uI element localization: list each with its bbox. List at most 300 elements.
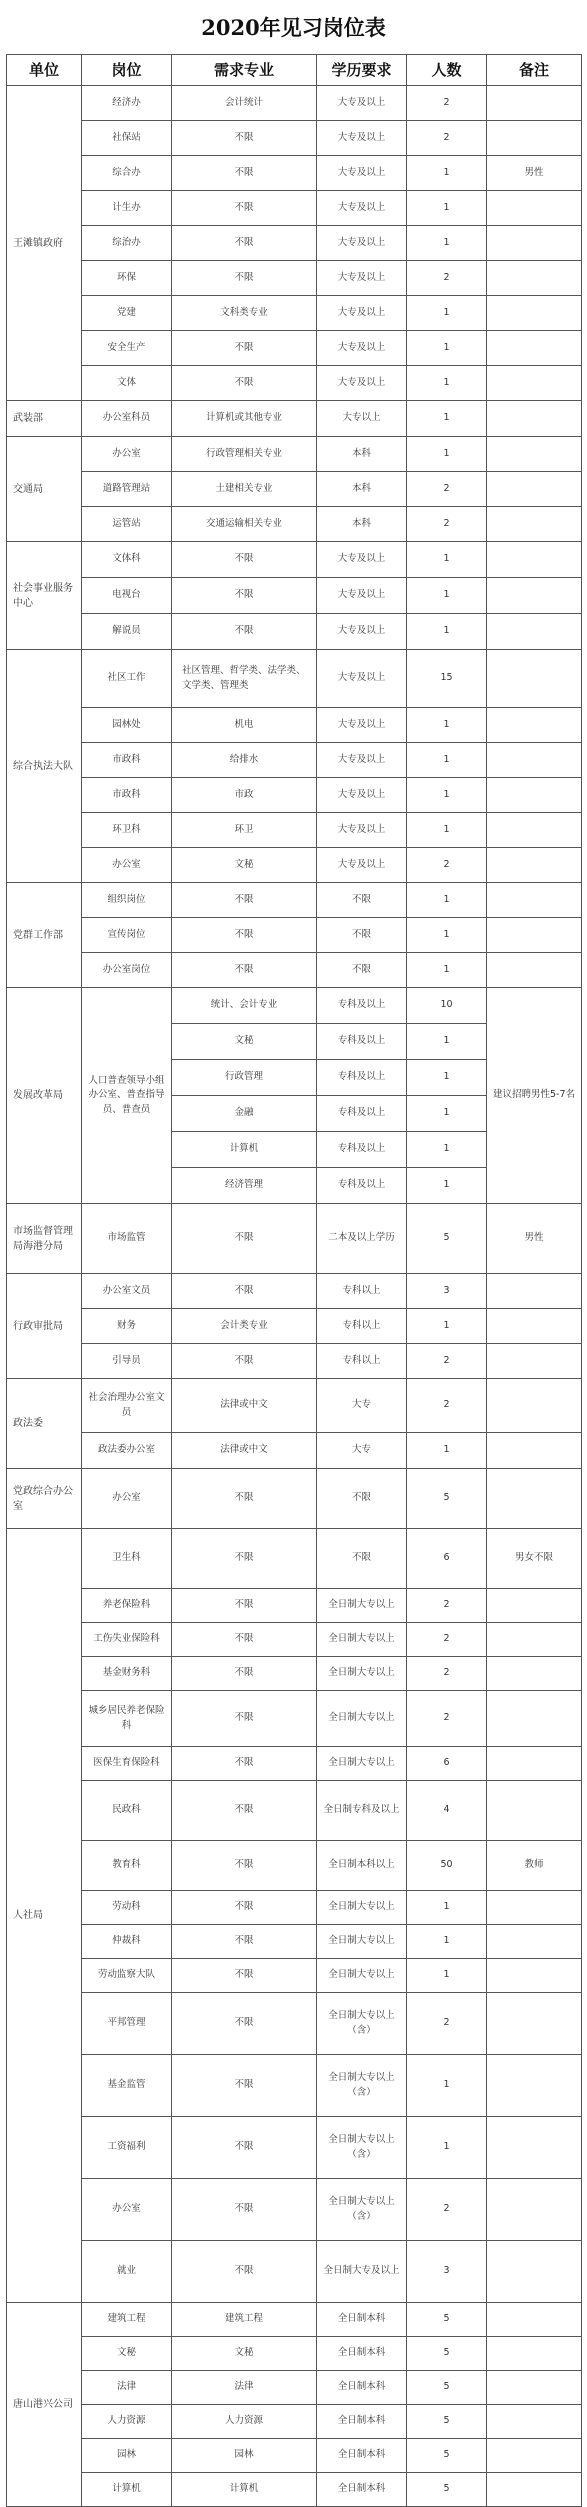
major-cell: 金融 [172, 1096, 317, 1132]
major-cell: 不限 [172, 1747, 317, 1781]
count-cell: 50 [407, 1841, 487, 1891]
position-cell: 基金监管 [82, 2055, 172, 2117]
note-cell [487, 1891, 582, 1925]
table-row [7, 2337, 582, 2371]
education-cell: 本科 [317, 507, 407, 542]
education-cell: 全日制大专以上（含） [317, 2117, 407, 2179]
table-body [7, 86, 582, 2507]
education-cell: 全日制本科 [317, 2439, 407, 2473]
major-cell: 不限 [172, 2179, 317, 2241]
major-cell: 不限 [172, 1925, 317, 1959]
note-cell [487, 1433, 582, 1469]
education-cell: 大专及以上 [317, 156, 407, 191]
unit-cell: 人社局 [7, 1529, 82, 2303]
education-cell: 本科 [317, 472, 407, 507]
unit-cell: 党群工作部 [7, 883, 82, 988]
count-cell: 1 [407, 331, 487, 366]
count-cell: 2 [407, 1379, 487, 1433]
header-count: 人数 [407, 55, 487, 86]
major-cell: 不限 [172, 1274, 317, 1309]
table-row [7, 743, 582, 778]
count-cell: 1 [407, 953, 487, 988]
note-cell [487, 226, 582, 261]
count-cell: 5 [407, 1469, 487, 1529]
education-cell: 全日制大专以上 [317, 1691, 407, 1747]
note-cell [487, 472, 582, 507]
count-cell: 1 [407, 1060, 487, 1096]
major-cell: 不限 [172, 1891, 317, 1925]
major-cell: 土建相关专业 [172, 472, 317, 507]
education-cell: 全日制专科及以上 [317, 1781, 407, 1841]
education-cell: 全日制大专以上（含） [317, 2179, 407, 2241]
position-cell: 工资福利 [82, 2117, 172, 2179]
count-cell: 2 [407, 507, 487, 542]
note-cell [487, 918, 582, 953]
note-cell: 建议招聘男性5-7名 [487, 988, 582, 1204]
table-row [7, 1379, 582, 1433]
position-cell: 劳动监察大队 [82, 1959, 172, 1993]
position-cell: 城乡居民养老保险科 [82, 1691, 172, 1747]
education-cell: 专科及以上 [317, 1024, 407, 1060]
education-cell: 全日制大专以上 [317, 1925, 407, 1959]
note-cell [487, 507, 582, 542]
major-cell: 园林 [172, 2439, 317, 2473]
major-cell: 不限 [172, 191, 317, 226]
major-cell: 不限 [172, 1529, 317, 1589]
table-row [7, 1274, 582, 1309]
education-cell: 不限 [317, 953, 407, 988]
position-cell: 劳动科 [82, 1891, 172, 1925]
count-cell: 1 [407, 1096, 487, 1132]
table-row [7, 86, 582, 121]
major-cell: 不限 [172, 2117, 317, 2179]
count-cell: 5 [407, 2337, 487, 2371]
education-cell: 不限 [317, 918, 407, 953]
note-cell [487, 261, 582, 296]
education-cell: 全日制大专以上 [317, 1891, 407, 1925]
table-row [7, 813, 582, 848]
position-cell: 办公室文员 [82, 1274, 172, 1309]
education-cell: 二本及以上学历 [317, 1204, 407, 1274]
major-cell: 会计统计 [172, 86, 317, 121]
position-cell: 民政科 [82, 1781, 172, 1841]
note-cell [487, 813, 582, 848]
note-cell [487, 883, 582, 918]
count-cell: 2 [407, 1589, 487, 1623]
count-cell: 6 [407, 1747, 487, 1781]
table-row [7, 2405, 582, 2439]
position-cell: 文体科 [82, 542, 172, 578]
major-cell: 不限 [172, 2241, 317, 2303]
note-cell [487, 2439, 582, 2473]
table-row [7, 261, 582, 296]
count-cell: 2 [407, 121, 487, 156]
position-cell: 办公室 [82, 2179, 172, 2241]
position-cell: 法律 [82, 2371, 172, 2405]
note-cell [487, 2303, 582, 2337]
table-row [7, 2371, 582, 2405]
table-row [7, 226, 582, 261]
major-cell: 不限 [172, 1781, 317, 1841]
count-cell: 10 [407, 988, 487, 1024]
count-cell: 1 [407, 1024, 487, 1060]
position-cell: 社会治理办公室文员 [82, 1379, 172, 1433]
position-cell: 教育科 [82, 1841, 172, 1891]
table-row [7, 2473, 582, 2507]
table-row [7, 2117, 582, 2179]
table-row [7, 1469, 582, 1529]
count-cell: 5 [407, 2405, 487, 2439]
education-cell: 大专 [317, 1433, 407, 1469]
position-cell: 就业 [82, 2241, 172, 2303]
count-cell: 2 [407, 86, 487, 121]
note-cell [487, 401, 582, 437]
major-cell: 给排水 [172, 743, 317, 778]
table-row [7, 2055, 582, 2117]
table-row [7, 507, 582, 542]
table-row [7, 1781, 582, 1841]
education-cell: 全日制大专以上 [317, 1623, 407, 1657]
table-row [7, 2241, 582, 2303]
position-cell: 综治办 [82, 226, 172, 261]
major-cell: 不限 [172, 1589, 317, 1623]
education-cell: 全日制本科 [317, 2337, 407, 2371]
unit-cell: 唐山港兴公司 [7, 2303, 82, 2507]
count-cell: 1 [407, 1891, 487, 1925]
position-cell: 人口普查领导小组办公室、普查指导员、普查员 [82, 988, 172, 1204]
position-cell: 安全生产 [82, 331, 172, 366]
count-cell: 1 [407, 778, 487, 813]
unit-cell: 综合执法大队 [7, 650, 82, 883]
education-cell: 大专以上 [317, 401, 407, 437]
major-cell: 不限 [172, 542, 317, 578]
count-cell: 1 [407, 156, 487, 191]
note-cell [487, 1781, 582, 1841]
table-row [7, 121, 582, 156]
major-cell: 不限 [172, 578, 317, 614]
unit-cell: 社会事业服务中心 [7, 542, 82, 650]
major-cell: 统计、会计专业 [172, 988, 317, 1024]
count-cell: 2 [407, 1344, 487, 1379]
note-cell [487, 2117, 582, 2179]
count-cell: 1 [407, 1309, 487, 1344]
table-row [7, 1623, 582, 1657]
table-row [7, 953, 582, 988]
major-cell: 不限 [172, 1993, 317, 2055]
position-cell: 办公室岗位 [82, 953, 172, 988]
count-cell: 2 [407, 261, 487, 296]
position-cell: 园林 [82, 2439, 172, 2473]
education-cell: 全日制本科以上 [317, 1841, 407, 1891]
table-row [7, 578, 582, 614]
table-row [7, 437, 582, 472]
education-cell: 不限 [317, 1469, 407, 1529]
count-cell: 2 [407, 1691, 487, 1747]
table-row [7, 366, 582, 401]
table-row [7, 1925, 582, 1959]
education-cell: 全日制大专以上 [317, 1657, 407, 1691]
table-row [7, 156, 582, 191]
table-row [7, 614, 582, 650]
education-cell: 专科及以上 [317, 1060, 407, 1096]
education-cell: 大专及以上 [317, 778, 407, 813]
note-cell [487, 1993, 582, 2055]
table-row [7, 848, 582, 883]
count-cell: 1 [407, 1132, 487, 1168]
major-cell: 不限 [172, 883, 317, 918]
count-cell: 1 [407, 296, 487, 331]
unit-cell: 行政审批局 [7, 1274, 82, 1379]
major-cell: 不限 [172, 614, 317, 650]
table-row [7, 1529, 582, 1589]
note-cell [487, 778, 582, 813]
position-cell: 园林处 [82, 708, 172, 743]
major-cell: 行政管理 [172, 1060, 317, 1096]
unit-cell: 市场监督管理局海港分局 [7, 1204, 82, 1274]
count-cell: 1 [407, 883, 487, 918]
education-cell: 不限 [317, 1529, 407, 1589]
education-cell: 大专及以上 [317, 331, 407, 366]
major-cell: 不限 [172, 918, 317, 953]
note-cell [487, 2405, 582, 2439]
note-cell [487, 437, 582, 472]
position-cell: 党建 [82, 296, 172, 331]
note-cell [487, 578, 582, 614]
education-cell: 大专及以上 [317, 614, 407, 650]
note-cell [487, 1691, 582, 1747]
major-cell: 不限 [172, 226, 317, 261]
unit-cell: 发展改革局 [7, 988, 82, 1204]
position-cell: 卫生科 [82, 1529, 172, 1589]
count-cell: 1 [407, 437, 487, 472]
count-cell: 1 [407, 1168, 487, 1204]
table-row [7, 542, 582, 578]
count-cell: 1 [407, 2117, 487, 2179]
table-row [7, 1959, 582, 1993]
position-cell: 办公室 [82, 437, 172, 472]
header-note: 备注 [487, 55, 582, 86]
major-cell: 社区管理、哲学类、法学类、文学类、管理类 [172, 650, 317, 708]
table-row [7, 1691, 582, 1747]
education-cell: 大专及以上 [317, 121, 407, 156]
position-cell: 建筑工程 [82, 2303, 172, 2337]
count-cell: 1 [407, 614, 487, 650]
table-row [7, 1344, 582, 1379]
position-cell: 解说员 [82, 614, 172, 650]
note-cell: 男女不限 [487, 1529, 582, 1589]
education-cell: 专科以上 [317, 1274, 407, 1309]
major-cell: 不限 [172, 1841, 317, 1891]
note-cell [487, 1379, 582, 1433]
count-cell: 2 [407, 472, 487, 507]
header-major: 需求专业 [172, 55, 317, 86]
unit-cell: 交通局 [7, 437, 82, 542]
table-row [7, 472, 582, 507]
position-cell: 市场监管 [82, 1204, 172, 1274]
education-cell: 大专及以上 [317, 366, 407, 401]
education-cell: 全日制本科 [317, 2303, 407, 2337]
count-cell: 2 [407, 1657, 487, 1691]
education-cell: 大专及以上 [317, 191, 407, 226]
count-cell: 1 [407, 1433, 487, 1469]
count-cell: 1 [407, 813, 487, 848]
position-cell: 宣传岗位 [82, 918, 172, 953]
table-row [7, 2303, 582, 2337]
position-cell: 财务 [82, 1309, 172, 1344]
education-cell: 大专及以上 [317, 743, 407, 778]
count-cell: 5 [407, 2303, 487, 2337]
education-cell: 大专及以上 [317, 542, 407, 578]
major-cell: 机电 [172, 708, 317, 743]
major-cell: 不限 [172, 1204, 317, 1274]
major-cell: 不限 [172, 366, 317, 401]
position-cell: 运管站 [82, 507, 172, 542]
count-cell: 1 [407, 1959, 487, 1993]
education-cell: 大专及以上 [317, 708, 407, 743]
count-cell: 5 [407, 2371, 487, 2405]
position-cell: 计算机 [82, 2473, 172, 2507]
table-row [7, 988, 582, 1024]
position-cell: 文体 [82, 366, 172, 401]
major-cell: 文科类专业 [172, 296, 317, 331]
education-cell: 不限 [317, 883, 407, 918]
education-cell: 全日制大专及以上 [317, 2241, 407, 2303]
position-cell: 办公室 [82, 1469, 172, 1529]
count-cell: 1 [407, 542, 487, 578]
education-cell: 大专及以上 [317, 86, 407, 121]
table-row [7, 778, 582, 813]
header-position: 岗位 [82, 55, 172, 86]
count-cell: 1 [407, 708, 487, 743]
major-cell: 法律或中文 [172, 1433, 317, 1469]
position-cell: 仲裁科 [82, 1925, 172, 1959]
major-cell: 不限 [172, 2055, 317, 2117]
note-cell [487, 953, 582, 988]
table-row [7, 1657, 582, 1691]
header-education: 学历要求 [317, 55, 407, 86]
table-row [7, 2439, 582, 2473]
note-cell [487, 1274, 582, 1309]
position-cell: 环卫科 [82, 813, 172, 848]
major-cell: 交通运输相关专业 [172, 507, 317, 542]
internship-table [6, 54, 582, 2507]
note-cell [487, 848, 582, 883]
major-cell: 法律或中文 [172, 1379, 317, 1433]
note-cell [487, 296, 582, 331]
table-row [7, 1309, 582, 1344]
education-cell: 本科 [317, 437, 407, 472]
major-cell: 不限 [172, 261, 317, 296]
note-cell [487, 1925, 582, 1959]
position-cell: 引导员 [82, 1344, 172, 1379]
note-cell [487, 331, 582, 366]
education-cell: 全日制大专以上 [317, 1589, 407, 1623]
major-cell: 会计类专业 [172, 1309, 317, 1344]
table-row [7, 1993, 582, 2055]
major-cell: 不限 [172, 1623, 317, 1657]
count-cell: 15 [407, 650, 487, 708]
note-cell [487, 743, 582, 778]
major-cell: 文秘 [172, 1024, 317, 1060]
position-cell: 社保站 [82, 121, 172, 156]
position-cell: 医保生育保险科 [82, 1747, 172, 1781]
note-cell [487, 2241, 582, 2303]
page-title: 2020年见习岗位表 [201, 15, 386, 40]
education-cell: 大专 [317, 1379, 407, 1433]
note-cell [487, 708, 582, 743]
table-row [7, 331, 582, 366]
education-cell: 大专及以上 [317, 261, 407, 296]
note-cell [487, 2337, 582, 2371]
major-cell: 不限 [172, 953, 317, 988]
table-row [7, 191, 582, 226]
major-cell: 法律 [172, 2371, 317, 2405]
table-row [7, 1891, 582, 1925]
note-cell [487, 2473, 582, 2507]
count-cell: 1 [407, 366, 487, 401]
major-cell: 不限 [172, 1469, 317, 1529]
note-cell [487, 2055, 582, 2117]
education-cell: 全日制大专以上 [317, 1747, 407, 1781]
count-cell: 2 [407, 1623, 487, 1657]
major-cell: 不限 [172, 1657, 317, 1691]
education-cell: 全日制本科 [317, 2371, 407, 2405]
major-cell: 文秘 [172, 2337, 317, 2371]
count-cell: 1 [407, 743, 487, 778]
count-cell: 2 [407, 2179, 487, 2241]
count-cell: 1 [407, 578, 487, 614]
table-row [7, 650, 582, 708]
note-cell [487, 1469, 582, 1529]
note-cell [487, 1623, 582, 1657]
education-cell: 全日制大专以上（含） [317, 2055, 407, 2117]
education-cell: 全日制大专以上（含） [317, 1993, 407, 2055]
note-cell: 教师 [487, 1841, 582, 1891]
major-cell: 建筑工程 [172, 2303, 317, 2337]
count-cell: 5 [407, 1204, 487, 1274]
major-cell: 不限 [172, 156, 317, 191]
count-cell: 1 [407, 1925, 487, 1959]
education-cell: 专科以上 [317, 1344, 407, 1379]
position-cell: 人力资源 [82, 2405, 172, 2439]
note-cell [487, 86, 582, 121]
major-cell: 计算机或其他专业 [172, 401, 317, 437]
position-cell: 计生办 [82, 191, 172, 226]
major-cell: 市政 [172, 778, 317, 813]
note-cell [487, 650, 582, 708]
count-cell: 3 [407, 2241, 487, 2303]
position-cell: 文秘 [82, 2337, 172, 2371]
education-cell: 专科以上 [317, 1309, 407, 1344]
note-cell [487, 1309, 582, 1344]
table-row [7, 918, 582, 953]
unit-cell: 武装部 [7, 401, 82, 437]
position-cell: 市政科 [82, 778, 172, 813]
position-cell: 基金财务科 [82, 1657, 172, 1691]
education-cell: 大专及以上 [317, 226, 407, 261]
position-cell: 办公室科员 [82, 401, 172, 437]
note-cell [487, 1747, 582, 1781]
education-cell: 大专及以上 [317, 296, 407, 331]
header-row [7, 55, 582, 86]
table-row [7, 296, 582, 331]
count-cell: 1 [407, 226, 487, 261]
count-cell: 1 [407, 191, 487, 226]
education-cell: 专科及以上 [317, 1168, 407, 1204]
major-cell: 人力资源 [172, 2405, 317, 2439]
count-cell: 3 [407, 1274, 487, 1309]
position-cell: 办公室 [82, 848, 172, 883]
